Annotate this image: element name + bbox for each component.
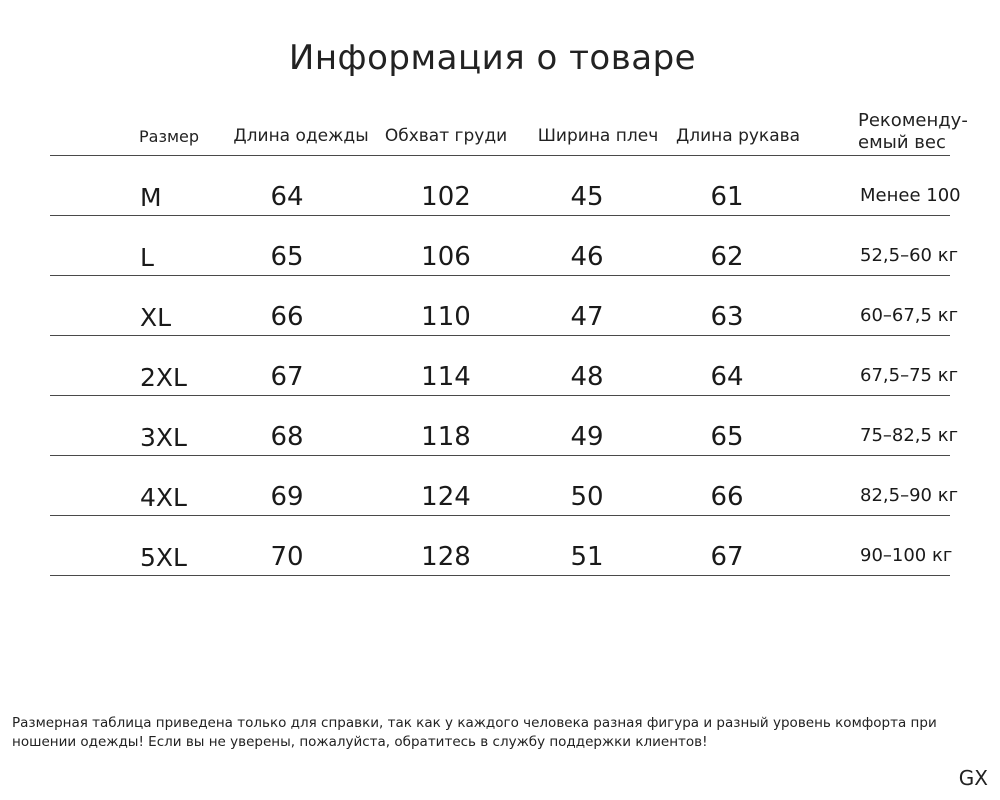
cell-sleeve: 63	[710, 302, 744, 332]
table-divider	[50, 515, 950, 516]
cell-chest: 124	[421, 482, 471, 512]
cell-length: 68	[270, 422, 304, 452]
disclaimer-note: Размерная таблица приведена только для справки, так как у каждого человека разная фигура и разный уровень комфорта при ношении одежды! Если вы не уверены, пожалуйста, обратитесь в службу поддержки клиентов!	[12, 715, 937, 750]
cell-sleeve: 61	[710, 182, 744, 212]
header-length: Длина одежды	[233, 126, 369, 146]
cell-weight: 82,5–90 кг	[860, 485, 959, 506]
cell-size: 3XL	[140, 423, 187, 452]
cell-size: 5XL	[140, 543, 187, 572]
table-divider	[50, 575, 950, 576]
table-divider	[50, 335, 950, 336]
cell-chest: 128	[421, 542, 471, 572]
cell-length: 65	[270, 242, 304, 272]
cell-size: 4XL	[140, 483, 187, 512]
header-sleeve: Длина рукава	[675, 126, 801, 146]
cell-chest: 106	[421, 242, 471, 272]
cell-length: 70	[270, 542, 304, 572]
cell-sleeve: 65	[710, 422, 744, 452]
page-title: Информация о товаре	[288, 38, 697, 78]
cell-length: 67	[270, 362, 304, 392]
cell-size: 2XL	[140, 363, 187, 392]
cell-shoulder: 47	[570, 302, 604, 332]
cell-sleeve: 64	[710, 362, 744, 392]
header-size: Размер	[138, 127, 200, 146]
cell-weight: 67,5–75 кг	[860, 365, 959, 386]
cell-length: 66	[270, 302, 304, 332]
cell-chest: 118	[421, 422, 471, 452]
table-divider	[50, 275, 950, 276]
cell-size: M	[140, 183, 162, 212]
table-divider	[50, 395, 950, 396]
cell-shoulder: 51	[570, 542, 604, 572]
cell-length: 64	[270, 182, 304, 212]
cell-shoulder: 46	[570, 242, 604, 272]
cell-weight: 60–67,5 кг	[860, 305, 959, 326]
cell-chest: 102	[421, 182, 471, 212]
cell-chest: 114	[421, 362, 471, 392]
cell-sleeve: 62	[710, 242, 744, 272]
cell-chest: 110	[421, 302, 471, 332]
header-weight: Рекоменду- емый вес	[858, 110, 968, 153]
cell-weight: 75–82,5 кг	[860, 425, 959, 446]
cell-shoulder: 45	[570, 182, 604, 212]
cell-weight: 90–100 кг	[860, 545, 953, 566]
cell-weight: 52,5–60 кг	[860, 245, 959, 266]
cell-length: 69	[270, 482, 304, 512]
cell-size: L	[140, 243, 154, 272]
table-divider	[50, 155, 950, 156]
table-divider	[50, 215, 950, 216]
table-divider	[50, 455, 950, 456]
header-chest: Обхват груди	[384, 126, 508, 146]
cell-sleeve: 66	[710, 482, 744, 512]
cell-sleeve: 67	[710, 542, 744, 572]
cell-weight: Менее 100	[860, 185, 961, 206]
cell-shoulder: 48	[570, 362, 604, 392]
brand-mark: GX	[958, 766, 988, 790]
header-shoulder: Ширина плеч	[537, 126, 659, 146]
cell-shoulder: 49	[570, 422, 604, 452]
cell-size: XL	[140, 303, 172, 332]
cell-shoulder: 50	[570, 482, 604, 512]
